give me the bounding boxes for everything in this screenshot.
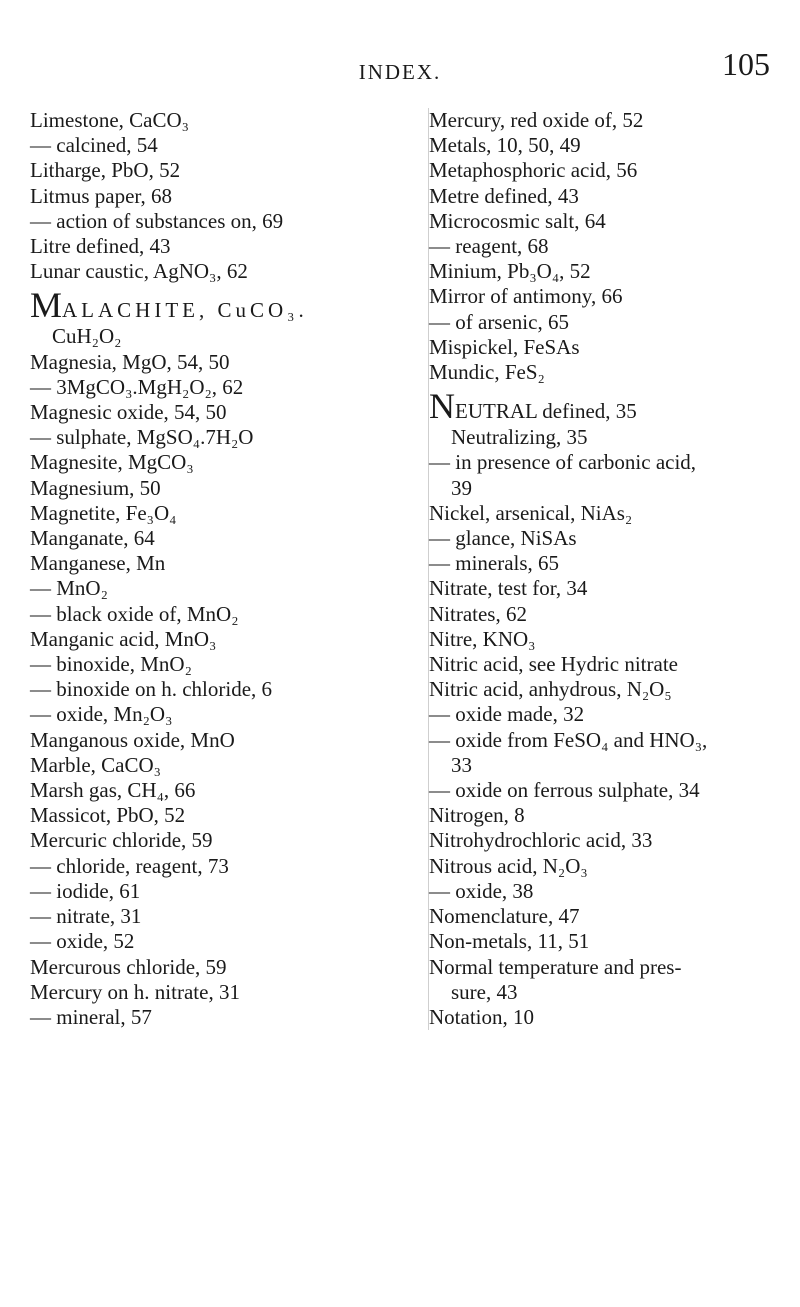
index-entry: Litre defined, 43 xyxy=(30,234,171,259)
index-entry: Minium, Pb₃O₄, 52 xyxy=(429,259,591,284)
index-entry: — action of substances on, 69 xyxy=(30,208,284,233)
index-entry: — oxide on ferrous sulphate, 34 xyxy=(429,778,700,803)
index-entry: Nitre, KNO₃ xyxy=(429,626,536,651)
index-entry: Mispickel, FeSAs xyxy=(429,334,580,359)
page-number: 105 xyxy=(722,46,770,82)
index-entry: — MnO₂ xyxy=(30,576,108,601)
index-entry: Limestone, CaCO₃ xyxy=(30,108,189,132)
index-entry: Mercury, red oxide of, 52 xyxy=(429,108,644,132)
index-entry: Nitric acid, see Hydric nitrate xyxy=(429,652,678,677)
index-entry: — minerals, 65 xyxy=(429,551,560,576)
index-entry: Normal temperature and pres- xyxy=(429,954,682,979)
index-entry: Manganous oxide, MnO xyxy=(30,727,235,752)
index-entry: Massicot, PbO, 52 xyxy=(30,803,186,828)
dropcap-m: M xyxy=(30,285,63,326)
index-entry: — binoxide, MnO₂ xyxy=(30,652,192,677)
index-entry: Nitrohydrochloric acid, 33 xyxy=(429,828,653,853)
section-start-m xyxy=(30,285,400,326)
index-entry: Notation, 10 xyxy=(429,1004,534,1029)
index-entry: Mirror of antimony, 66 xyxy=(429,284,623,309)
index-entry: Magnesite, MgCO₃ xyxy=(30,450,194,475)
index-entry: — 3MgCO₃.MgH₂O₂, 62 xyxy=(30,374,244,399)
index-entry: — binoxide on h. chloride, 6 xyxy=(30,677,273,702)
index-entry: — oxide, 38 xyxy=(429,878,534,903)
index-entry: Magnetite, Fe₃O₄ xyxy=(30,500,177,525)
index-entry: Nitric acid, anhydrous, N₂O₅ xyxy=(429,677,672,702)
index-entry: CuH₂O₂ xyxy=(52,324,122,349)
index-entry: Marsh gas, CH₄, 66 xyxy=(30,778,196,803)
index-entry: — nitrate, 31 xyxy=(30,904,142,929)
index-entry: — calcined, 54 xyxy=(30,133,158,158)
index-entry: Metre defined, 43 xyxy=(429,183,579,208)
index-entry: — reagent, 68 xyxy=(429,234,549,259)
section-start-n xyxy=(429,386,800,427)
index-entry: — glance, NiSAs xyxy=(429,526,577,551)
index-entry: 39 xyxy=(451,475,472,500)
index-entry: — sulphate, MgSO₄.7H₂O xyxy=(30,425,254,450)
index-entry: Non-metals, 11, 51 xyxy=(429,929,590,954)
index-entry: — of arsenic, 65 xyxy=(429,309,569,334)
index-entry: Marble, CaCO₃ xyxy=(30,752,161,777)
index-entry: Nitrates, 62 xyxy=(429,601,527,626)
index-entry: — oxide, Mn₂O₃ xyxy=(30,702,173,727)
index-entry: — chloride, reagent, 73 xyxy=(30,853,229,878)
index-entry: Magnesic oxide, 54, 50 xyxy=(30,400,227,425)
index-entry: — oxide made, 32 xyxy=(429,702,585,727)
index-entry: Nickel, arsenical, NiAs₂ xyxy=(429,500,633,525)
left-index-column xyxy=(30,108,400,1030)
index-entry: — iodide, 61 xyxy=(30,878,141,903)
index-entry: Manganate, 64 xyxy=(30,526,155,551)
index-entry: Nitrate, test for, 34 xyxy=(429,576,588,601)
index-entry: Magnesia, MgO, 54, 50 xyxy=(30,349,230,374)
index-entry: Nitrogen, 8 xyxy=(429,803,525,828)
index-entry: Mercurous chloride, 59 xyxy=(30,954,227,979)
index-entry: ALACHITE, CuCO₃. xyxy=(62,298,308,323)
index-entry: EUTRAL defined, 35 xyxy=(455,399,637,424)
index-entry: Litharge, PbO, 52 xyxy=(30,158,181,183)
index-entry: Neutralizing, 35 xyxy=(451,425,588,450)
index-entry: Metaphosphoric acid, 56 xyxy=(429,158,638,183)
index-entry: — oxide from FeSO₄ and HNO₃, xyxy=(429,727,708,752)
index-entry: Nitrous acid, N₂O₃ xyxy=(429,853,588,878)
index-entry: Nomenclature, 47 xyxy=(429,904,580,929)
index-entry: Litmus paper, 68 xyxy=(30,183,173,208)
index-entry: — oxide, 52 xyxy=(30,929,135,954)
dropcap-n: N xyxy=(429,386,455,427)
index-entry: Manganic acid, MnO₃ xyxy=(30,626,217,651)
index-entry: Lunar caustic, AgNO₃, 62 xyxy=(30,259,248,284)
index-entry: Mercury on h. nitrate, 31 xyxy=(30,979,240,1004)
index-entry: Manganese, Mn xyxy=(30,551,166,576)
index-entry: Microcosmic salt, 64 xyxy=(429,208,606,233)
index-entry: Mundic, FeS₂ xyxy=(429,360,545,385)
index-entry: — mineral, 57 xyxy=(30,1004,152,1029)
index-entry: Metals, 10, 50, 49 xyxy=(429,133,581,158)
index-entry: Magnesium, 50 xyxy=(30,475,161,500)
index-entry: — in presence of carbonic acid, xyxy=(429,450,697,475)
index-entry: sure, 43 xyxy=(451,979,518,1004)
index-entry: 33 xyxy=(451,752,472,777)
index-entry: Mercuric chloride, 59 xyxy=(30,828,213,853)
running-header: INDEX. xyxy=(358,60,442,84)
index-entry: — black oxide of, MnO₂ xyxy=(30,601,239,626)
right-index-column xyxy=(428,108,800,1030)
